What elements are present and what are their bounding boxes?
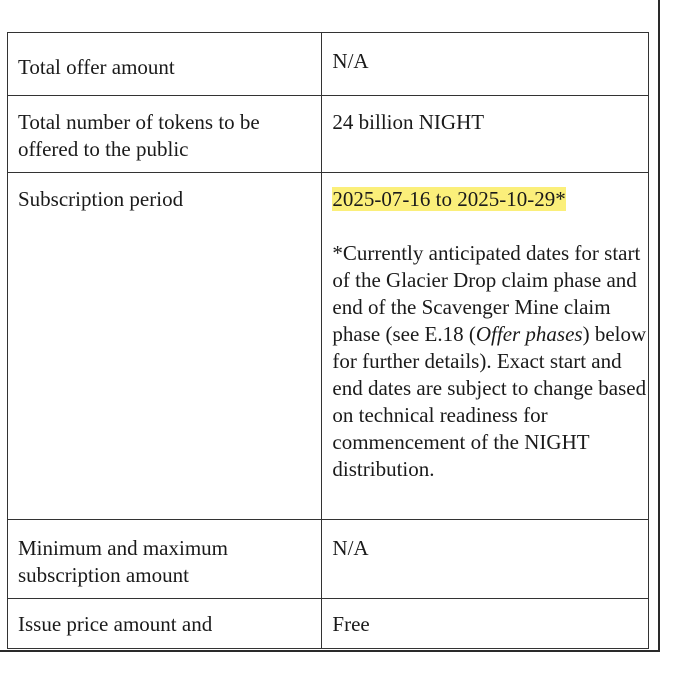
page-edge-right <box>658 0 660 652</box>
row-label-total-tokens: Total number of tokens to be offered to the public <box>8 96 322 173</box>
row-label-total-offer-amount: Total offer amount <box>8 33 322 96</box>
offer-details-table <box>7 32 649 649</box>
subscription-period-footnote <box>332 240 648 483</box>
row-value-min-max-subscription: N/A <box>322 520 649 599</box>
row-value-issue-price: Free <box>322 599 649 649</box>
subscription-dates-highlighted: 2025-07-16 to 2025-10-29* <box>332 187 566 211</box>
table-row <box>8 96 649 173</box>
row-label-subscription-period: Subscription period <box>8 173 322 520</box>
table-row <box>8 33 649 96</box>
table-row <box>8 173 649 520</box>
row-label-min-max-subscription: Minimum and maximum subscription amount <box>8 520 322 599</box>
row-value-total-offer-amount: N/A <box>322 33 649 96</box>
table-row <box>8 599 649 649</box>
footnote-text-start: *Currently anticipated dates for start of the Glacier Drop claim phase and end of the Scavenger Mine claim phase (see E.18 ( <box>332 241 641 346</box>
row-label-issue-price: Issue price amount and <box>8 599 322 649</box>
row-value-total-tokens: 24 billion NIGHT <box>322 96 649 173</box>
footnote-italic-reference: Offer phases <box>475 322 583 346</box>
footnote-text-end: ) below for further details). Exact start and end dates are subject to change based on technical readiness for commencement of the NIGHT distribution. <box>332 322 647 481</box>
row-value-subscription-period <box>322 173 649 520</box>
table-row <box>8 520 649 599</box>
page-edge-bottom <box>0 650 660 652</box>
